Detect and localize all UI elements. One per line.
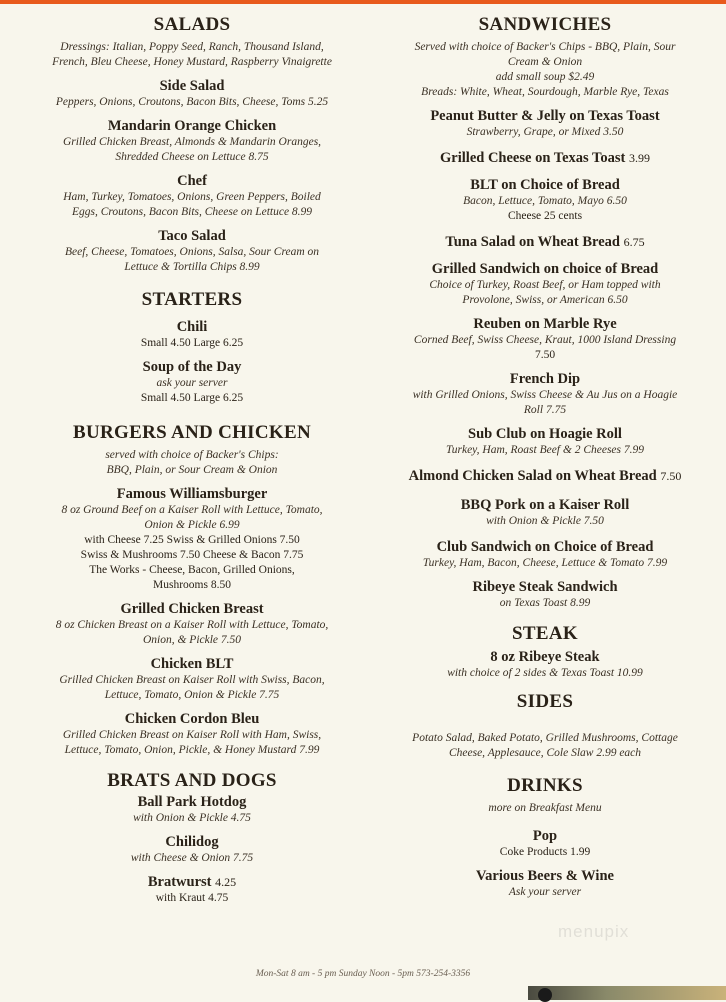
item-title	[380, 468, 710, 485]
item-desc: with Onion & Pickle 4.75	[133, 812, 251, 824]
item-title: Soup of the Day	[142, 359, 242, 375]
item-desc: Eggs, Croutons, Bacon Bits, Cheese on Lettuce 8.99	[71, 206, 313, 218]
item-option: Mushrooms 8.50	[153, 579, 231, 591]
item-title: 8 oz Ribeye Steak	[490, 649, 600, 665]
item-title: Chef	[177, 173, 207, 189]
item-desc: on Texas Toast 8.99	[499, 597, 591, 609]
menu-item-grilled-chicken-breast	[22, 601, 362, 648]
item-title	[22, 874, 362, 891]
item-desc: with Grilled Onions, Swiss Cheese & Au Jus on a Hoagie	[412, 389, 678, 401]
sandwiches-intro-1: Served with choice of Backer's Chips - BBQ, Plain, Sour	[414, 41, 676, 53]
item-title: Chicken BLT	[150, 656, 234, 672]
item-desc: Coke Products 1.99	[499, 846, 591, 858]
item-desc: Ham, Turkey, Tomatoes, Onions, Green Peppers, Boiled	[63, 191, 321, 203]
menu-item-tuna-salad	[380, 234, 710, 251]
item-title: BLT on Choice of Bread	[470, 177, 620, 193]
item-desc: Turkey, Ham, Roast Beef & 2 Cheeses 7.99	[445, 444, 645, 456]
salad-dressings-line-1: Dressings: Italian, Poppy Seed, Ranch, Thousand Island,	[60, 41, 324, 53]
item-option: The Works - Cheese, Bacon, Grilled Onions,	[89, 564, 295, 576]
menu-item-blt	[380, 177, 710, 224]
sandwiches-intro-2: Cream & Onion	[507, 56, 583, 68]
item-desc: Onion, & Pickle 7.50	[142, 634, 242, 646]
item-desc: with choice of 2 sides & Texas Toast 10.99	[447, 667, 643, 679]
item-desc: Strawberry, Grape, or Mixed 3.50	[466, 126, 624, 138]
item-desc: Provolone, Swiss, or American 6.50	[462, 294, 628, 306]
item-price: 7.50	[534, 349, 556, 361]
menu-item-grilled-cheese	[380, 150, 710, 167]
menu-item-chili	[22, 319, 362, 351]
menu-item-chef	[22, 173, 362, 220]
burgers-intro-1: served with choice of Backer's Chips:	[105, 449, 279, 461]
item-desc: Turkey, Ham, Bacon, Cheese, Lettuce & Tomato 7.99	[422, 557, 668, 569]
item-title: Taco Salad	[158, 228, 226, 244]
menu-right-column	[380, 14, 710, 900]
menu-item-bbq-pork	[380, 497, 710, 529]
item-title: Mandarin Orange Chicken	[107, 118, 277, 134]
section-burgers-heading: BURGERS AND CHICKEN	[73, 422, 311, 443]
menu-item-sub-club	[380, 426, 710, 458]
item-title: BBQ Pork on a Kaiser Roll	[460, 497, 630, 513]
item-desc: ask your server	[156, 377, 228, 389]
section-sandwiches-heading: SANDWICHES	[478, 14, 612, 35]
sandwiches-intro-4: Breads: White, Wheat, Sourdough, Marble Rye, Texas	[421, 86, 669, 98]
item-title	[380, 150, 710, 167]
item-title-text: Tuna Salad on Wheat Bread	[445, 234, 620, 250]
item-desc: Peppers, Onions, Croutons, Bacon Bits, Cheese, Toms 5.25	[55, 96, 329, 108]
item-desc: 8 oz Chicken Breast on a Kaiser Roll with Lettuce, Tomato,	[55, 619, 329, 631]
item-title: Ribeye Steak Sandwich	[472, 579, 618, 595]
item-desc: with Onion & Pickle 7.50	[486, 515, 604, 527]
item-option: Swiss & Mushrooms 7.50 Cheese & Bacon 7.75	[80, 549, 304, 561]
item-desc: Ask your server	[508, 886, 582, 898]
menu-item-pop	[380, 828, 710, 860]
menu-item-beer-wine	[380, 868, 710, 900]
item-title: Ball Park Hotdog	[137, 794, 247, 810]
top-accent-band	[0, 0, 726, 4]
item-title: Grilled Sandwich on choice of Bread	[431, 261, 659, 277]
item-desc: Beef, Cheese, Tomatoes, Onions, Salsa, Sour Cream on	[64, 246, 320, 258]
item-desc: Roll 7.75	[523, 404, 567, 416]
item-desc: Lettuce & Tortilla Chips 8.99	[124, 261, 260, 273]
item-title: French Dip	[509, 371, 581, 387]
menu-item-side-salad	[22, 78, 362, 110]
item-price: 3.99	[628, 151, 650, 165]
watermark: menupix	[558, 922, 630, 941]
item-price: Small 4.50 Large 6.25	[140, 392, 244, 404]
item-desc: with Cheese & Onion 7.75	[130, 852, 254, 864]
item-title: Pop	[532, 828, 558, 844]
item-title: Peanut Butter & Jelly on Texas Toast	[430, 108, 660, 124]
footer-hours: Mon-Sat 8 am - 5 pm Sunday Noon - 5pm 573-254-3356	[255, 969, 471, 979]
item-desc: Grilled Chicken Breast, Almonds & Mandarin Oranges,	[62, 136, 322, 148]
menu-item-chicken-blt	[22, 656, 362, 703]
item-desc: Lettuce, Tomato, Onion, Pickle, & Honey Mustard 7.99	[64, 744, 320, 756]
menu-item-french-dip	[380, 371, 710, 418]
item-desc: Onion & Pickle 6.99	[144, 519, 240, 531]
menu-item-williamsburger	[22, 486, 362, 593]
item-option: with Kraut 4.75	[155, 892, 229, 904]
item-title: Chili	[176, 319, 208, 335]
section-sides-heading: SIDES	[516, 691, 574, 712]
sides-desc-1: Potato Salad, Baked Potato, Grilled Mushrooms, Cottage	[412, 732, 678, 744]
item-title: Chicken Cordon Bleu	[124, 711, 260, 727]
item-title	[380, 234, 710, 251]
item-title: Grilled Chicken Breast	[120, 601, 264, 617]
menu-left-column	[22, 14, 362, 906]
sandwiches-intro-3: add small soup $2.49	[495, 71, 595, 83]
item-title: Sub Club on Hoagie Roll	[468, 426, 622, 442]
item-price: 7.50	[660, 469, 682, 483]
menu-item-taco-salad	[22, 228, 362, 275]
section-steak-heading: STEAK	[512, 623, 578, 644]
item-desc: Choice of Turkey, Roast Beef, or Ham topped with	[429, 279, 661, 291]
item-title: Reuben on Marble Rye	[473, 316, 617, 332]
item-option: Cheese 25 cents	[507, 210, 583, 222]
menu-item-reuben	[380, 316, 710, 363]
menu-item-ribeye-sandwich	[380, 579, 710, 611]
corner-scan-artifact	[528, 986, 726, 1000]
item-price: 4.25	[215, 875, 237, 889]
item-title-text: Almond Chicken Salad on Wheat Bread	[408, 468, 657, 484]
item-desc: Grilled Chicken Breast on Kaiser Roll with Swiss, Bacon,	[59, 674, 325, 686]
section-brats-heading: BRATS AND DOGS	[107, 770, 277, 791]
menu-item-soup	[22, 359, 362, 406]
menu-item-chilidog	[22, 834, 362, 866]
menu-item-ribeye-steak	[380, 649, 710, 681]
item-desc: Bacon, Lettuce, Tomato, Mayo 6.50	[463, 195, 627, 207]
item-desc: Grilled Chicken Breast on Kaiser Roll with Ham, Swiss,	[62, 729, 322, 741]
menu-item-chicken-cordon-bleu	[22, 711, 362, 758]
sides-desc-2: Cheese, Applesauce, Cole Slaw 2.99 each	[448, 747, 642, 759]
item-desc: Corned Beef, Swiss Cheese, Kraut, 1000 Island Dressing	[413, 334, 677, 346]
menu-item-grilled-sandwich	[380, 261, 710, 308]
item-title: Famous Williamsburger	[116, 486, 268, 502]
item-title: Chilidog	[165, 834, 219, 850]
burgers-intro-2: BBQ, Plain, or Sour Cream & Onion	[106, 464, 278, 476]
item-title: Club Sandwich on Choice of Bread	[436, 539, 654, 555]
item-desc: Shredded Cheese on Lettuce 8.75	[115, 151, 269, 163]
item-price: 6.75	[623, 235, 645, 249]
menu-item-bratwurst	[22, 874, 362, 906]
menu-item-club-sandwich	[380, 539, 710, 571]
drinks-note: more on Breakfast Menu	[488, 802, 602, 814]
item-desc: 8 oz Ground Beef on a Kaiser Roll with Lettuce, Tomato,	[61, 504, 323, 516]
item-price: Small 4.50 Large 6.25	[140, 337, 244, 349]
item-title-text: Bratwurst	[147, 874, 212, 890]
menu-item-hotdog	[22, 794, 362, 826]
item-title: Various Beers & Wine	[476, 868, 614, 884]
item-title-text: Grilled Cheese on Texas Toast	[440, 150, 626, 166]
item-desc: Lettuce, Tomato, Onion & Pickle 7.75	[104, 689, 280, 701]
section-drinks-heading: DRINKS	[507, 775, 583, 796]
item-title: Side Salad	[159, 78, 225, 94]
salad-dressings-line-2: French, Bleu Cheese, Honey Mustard, Raspberry Vinaigrette	[52, 56, 332, 68]
menu-item-pbj	[380, 108, 710, 140]
menu-item-almond-chicken-salad	[380, 468, 710, 485]
item-option: with Cheese 7.25 Swiss & Grilled Onions 7.50	[84, 534, 300, 546]
section-starters-heading: STARTERS	[141, 289, 243, 310]
section-salads-heading: SALADS	[153, 14, 231, 35]
menu-item-mandarin-chicken	[22, 118, 362, 165]
